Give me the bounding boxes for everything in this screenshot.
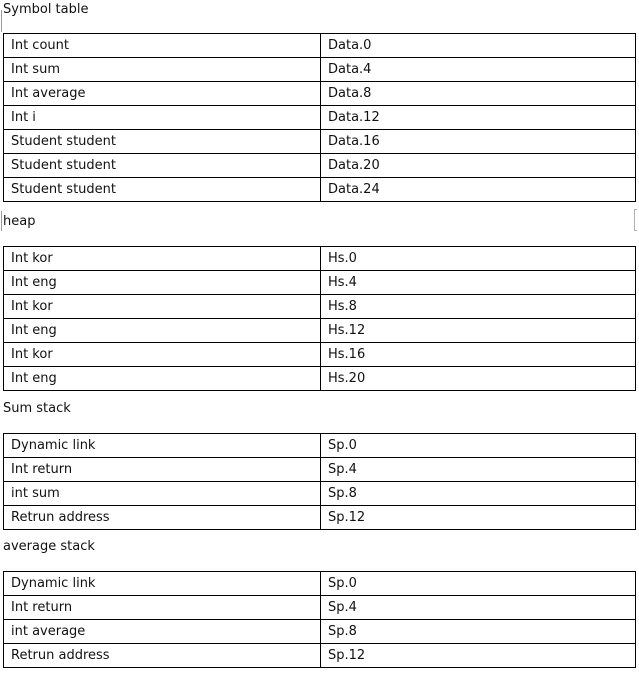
cell-address[interactable]: Sp.4 [321, 596, 636, 620]
cell-address[interactable]: Hs.20 [321, 367, 636, 391]
table-row [4, 58, 636, 82]
cell-address[interactable]: Data.24 [321, 178, 636, 202]
cell-address[interactable]: Data.8 [321, 82, 636, 106]
cell-address[interactable]: Data.0 [321, 34, 636, 58]
table-row [4, 295, 636, 319]
table-row [4, 434, 636, 458]
cell-address[interactable]: Data.16 [321, 130, 636, 154]
cell-declaration[interactable]: Int kor [4, 247, 321, 271]
cell-address[interactable]: Hs.4 [321, 271, 636, 295]
table-row [4, 178, 636, 202]
cell-declaration[interactable]: Int return [4, 458, 321, 482]
cell-declaration[interactable]: Retrun address [4, 644, 321, 668]
table-row [4, 482, 636, 506]
table-row [4, 644, 636, 668]
cell-declaration[interactable]: Int eng [4, 271, 321, 295]
section-title-symbol-table: Symbol table [3, 2, 89, 17]
sum-stack-table [3, 433, 636, 530]
table-row [4, 247, 636, 271]
cell-declaration[interactable]: Student student [4, 154, 321, 178]
cell-address[interactable]: Data.12 [321, 106, 636, 130]
section-title-heap: heap [3, 214, 36, 229]
cell-address[interactable]: Data.4 [321, 58, 636, 82]
cell-declaration[interactable]: Int average [4, 82, 321, 106]
cell-address[interactable]: Hs.0 [321, 247, 636, 271]
text-cursor [1, 211, 2, 231]
cell-declaration[interactable]: Int sum [4, 58, 321, 82]
cell-declaration[interactable]: int average [4, 620, 321, 644]
cell-declaration[interactable]: Dynamic link [4, 434, 321, 458]
table-row [4, 319, 636, 343]
table-row [4, 596, 636, 620]
cell-address[interactable]: Data.20 [321, 154, 636, 178]
cell-address[interactable]: Hs.8 [321, 295, 636, 319]
cell-address[interactable]: Sp.8 [321, 482, 636, 506]
cell-address[interactable]: Sp.8 [321, 620, 636, 644]
table-row [4, 271, 636, 295]
average-stack-table [3, 571, 636, 668]
table-row [4, 620, 636, 644]
cell-declaration[interactable]: Int eng [4, 367, 321, 391]
table-row [4, 572, 636, 596]
section-title-average-stack: average stack [3, 539, 95, 554]
table-row [4, 154, 636, 178]
cell-declaration[interactable]: Int count [4, 34, 321, 58]
symbol-table [3, 33, 636, 202]
cell-address[interactable]: Sp.4 [321, 458, 636, 482]
table-row [4, 458, 636, 482]
cell-declaration[interactable]: Int return [4, 596, 321, 620]
cell-address[interactable]: Sp.0 [321, 572, 636, 596]
section-title-sum-stack: Sum stack [3, 401, 71, 416]
cell-declaration[interactable]: Int kor [4, 343, 321, 367]
table-row [4, 367, 636, 391]
heap-table [3, 246, 636, 391]
table-row [4, 106, 636, 130]
cell-address[interactable]: Sp.12 [321, 644, 636, 668]
cell-declaration[interactable]: Int i [4, 106, 321, 130]
cell-address[interactable]: Sp.0 [321, 434, 636, 458]
table-row [4, 343, 636, 367]
cell-declaration[interactable]: Dynamic link [4, 572, 321, 596]
cell-declaration[interactable]: Int kor [4, 295, 321, 319]
cell-address[interactable]: Hs.12 [321, 319, 636, 343]
paragraph-marker [634, 209, 637, 231]
cell-address[interactable]: Hs.16 [321, 343, 636, 367]
table-row [4, 506, 636, 530]
cell-declaration[interactable]: Int eng [4, 319, 321, 343]
cell-declaration[interactable]: int sum [4, 482, 321, 506]
table-row [4, 130, 636, 154]
text-cursor [1, 10, 2, 32]
table-row [4, 82, 636, 106]
table-row [4, 34, 636, 58]
cell-declaration[interactable]: Retrun address [4, 506, 321, 530]
cell-declaration[interactable]: Student student [4, 130, 321, 154]
cell-declaration[interactable]: Student student [4, 178, 321, 202]
cell-address[interactable]: Sp.12 [321, 506, 636, 530]
